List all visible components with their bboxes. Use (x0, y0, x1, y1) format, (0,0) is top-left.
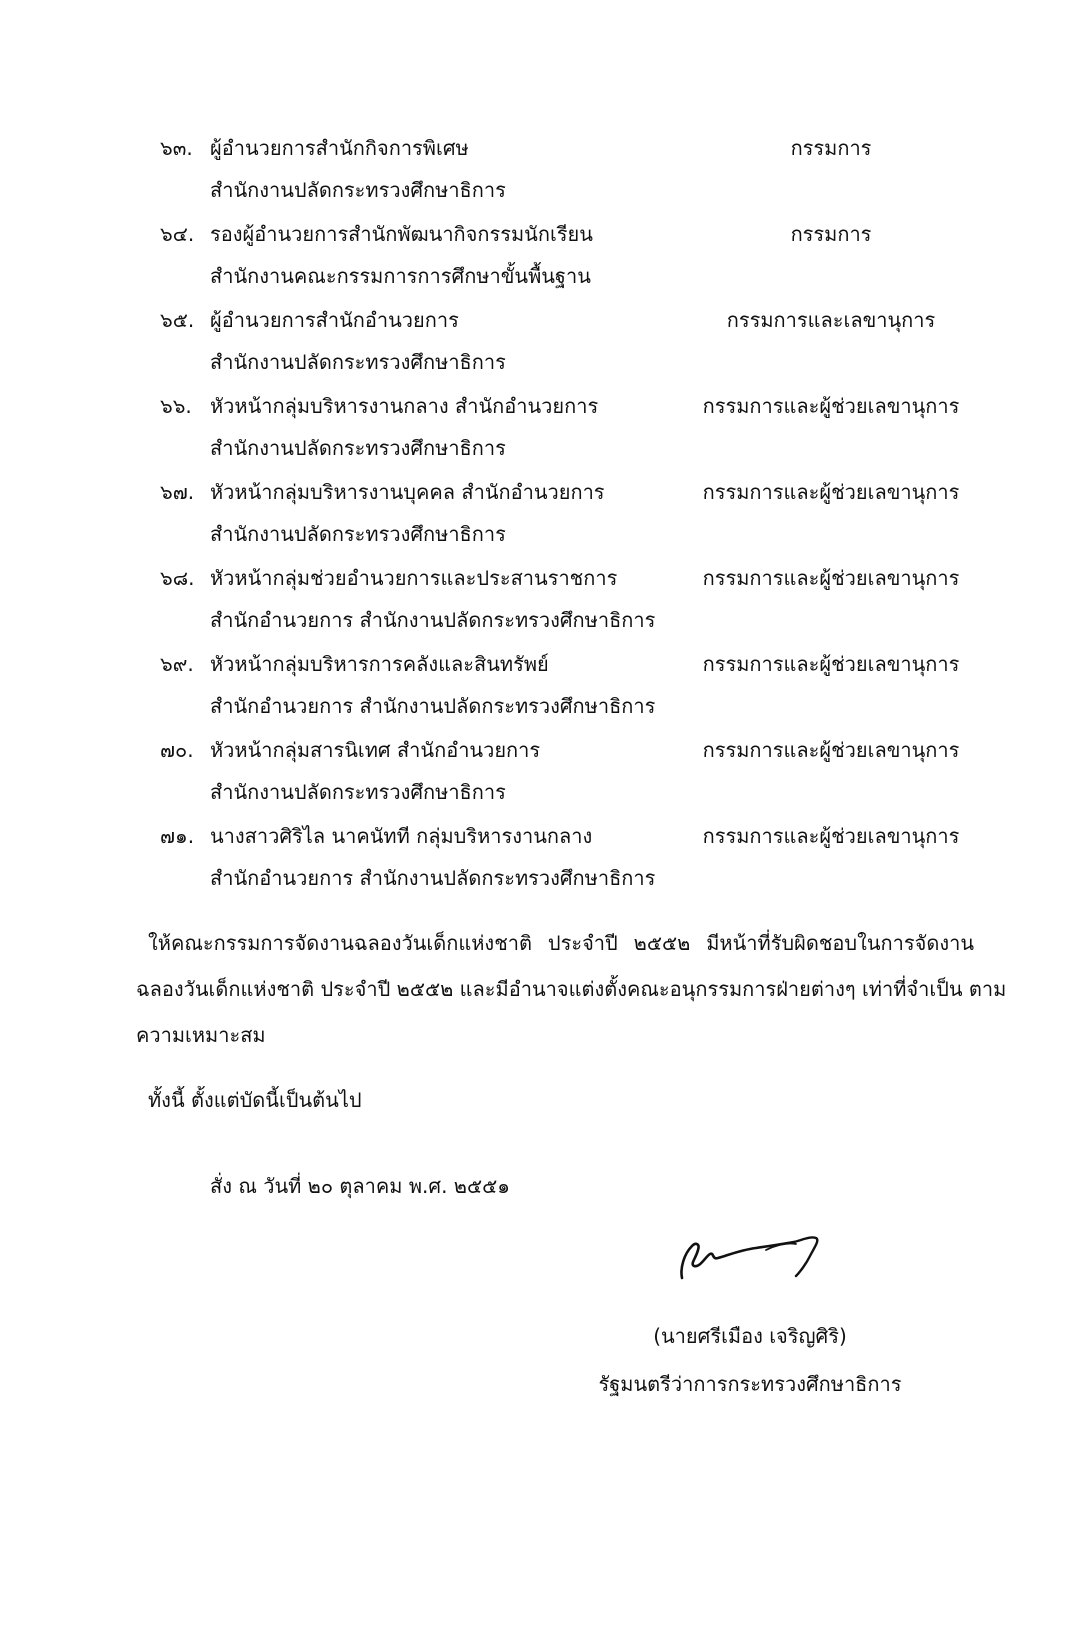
member-role: กรรมการ (790, 222, 872, 246)
member-role: กรรมการ (790, 136, 872, 160)
item-number: ๗๐. (160, 738, 194, 762)
member-office: สำนักอำนวยการ สำนักงานปลัดกระทรวงศึกษาธิการ (210, 608, 656, 632)
committee-member-list (0, 128, 1082, 902)
signature-image (670, 1220, 830, 1300)
member-office: สำนักอำนวยการ สำนักงานปลัดกระทรวงศึกษาธิการ (210, 866, 656, 890)
member-office: สำนักงานปลัดกระทรวงศึกษาธิการ (210, 436, 506, 460)
order-date: สั่ง ณ วันที่ ๒๐ ตุลาคม พ.ศ. ๒๕๕๑ (210, 1174, 510, 1198)
item-number: ๖๗. (160, 480, 195, 504)
list-item (0, 816, 1082, 902)
list-item (0, 300, 1082, 386)
member-office: สำนักอำนวยการ สำนักงานปลัดกระทรวงศึกษาธิการ (210, 694, 656, 718)
list-item (0, 214, 1082, 300)
item-number: ๖๕. (160, 308, 195, 332)
list-item (0, 558, 1082, 644)
paragraph-line-1: ให้คณะกรรมการจัดงานฉลองวันเด็กแห่งชาติ ประจำปี ๒๕๕๒ มีหน้าที่รับผิดชอบในการจัดงาน (148, 931, 974, 955)
member-role: กรรมการและผู้ช่วยเลขานุการ (702, 480, 960, 504)
duty-paragraph (136, 920, 1007, 1058)
member-office: สำนักงานปลัดกระทรวงศึกษาธิการ (210, 522, 506, 546)
item-number: ๗๑. (160, 824, 195, 848)
member-title: หัวหน้ากลุ่มบริหารการคลังและสินทรัพย์ (210, 652, 549, 676)
paragraph-line-3: ความเหมาะสม (136, 1023, 266, 1047)
member-title: หัวหน้ากลุ่มบริหารงานบุคคล สำนักอำนวยการ (210, 480, 605, 504)
member-title: นางสาวศิริไล นาคนัทที กลุ่มบริหารงานกลาง (210, 824, 593, 848)
member-role: กรรมการและผู้ช่วยเลขานุการ (702, 824, 960, 848)
paragraph-line-2: ฉลองวันเด็กแห่งชาติ ประจำปี ๒๕๕๒ และมีอำนาจแต่งตั้งคณะอนุกรรมการฝ่ายต่างๆ เท่าที่จำเป็น ตาม (136, 977, 1007, 1001)
item-number: ๖๘. (160, 566, 195, 590)
signer-position: รัฐมนตรีว่าการกระทรวงศึกษาธิการ (598, 1372, 902, 1396)
list-item (0, 644, 1082, 730)
item-number: ๖๙. (160, 652, 194, 676)
list-item (0, 730, 1082, 816)
list-item (0, 472, 1082, 558)
member-title: รองผู้อำนวยการสำนักพัฒนากิจกรรมนักเรียน (210, 222, 593, 246)
member-role: กรรมการและผู้ช่วยเลขานุการ (702, 738, 960, 762)
member-title: ผู้อำนวยการสำนักอำนวยการ (210, 308, 459, 332)
member-title: หัวหน้ากลุ่มสารนิเทศ สำนักอำนวยการ (210, 738, 541, 762)
member-role: กรรมการและผู้ช่วยเลขานุการ (702, 566, 960, 590)
list-item (0, 128, 1082, 214)
member-office: สำนักงานปลัดกระทรวงศึกษาธิการ (210, 780, 506, 804)
member-title: ผู้อำนวยการสำนักกิจการพิเศษ (210, 136, 469, 160)
member-office: สำนักงานปลัดกระทรวงศึกษาธิการ (210, 178, 506, 202)
list-item (0, 386, 1082, 472)
member-role: กรรมการและเลขานุการ (726, 308, 936, 332)
member-role: กรรมการและผู้ช่วยเลขานุการ (702, 394, 960, 418)
member-office: สำนักงานปลัดกระทรวงศึกษาธิการ (210, 350, 506, 374)
member-role: กรรมการและผู้ช่วยเลขานุการ (702, 652, 960, 676)
member-title: หัวหน้ากลุ่มบริหารงานกลาง สำนักอำนวยการ (210, 394, 599, 418)
item-number: ๖๖. (160, 394, 192, 418)
member-title: หัวหน้ากลุ่มช่วยอำนวยการและประสานราชการ (210, 566, 618, 590)
signer-name: (นายศรีเมือง เจริญศิริ) (653, 1324, 847, 1348)
effective-clause: ทั้งนี้ ตั้งแต่บัดนี้เป็นต้นไป (148, 1088, 362, 1112)
item-number: ๖๓. (160, 136, 193, 160)
item-number: ๖๔. (160, 222, 195, 246)
member-office: สำนักงานคณะกรรมการการศึกษาขั้นพื้นฐาน (210, 264, 591, 288)
